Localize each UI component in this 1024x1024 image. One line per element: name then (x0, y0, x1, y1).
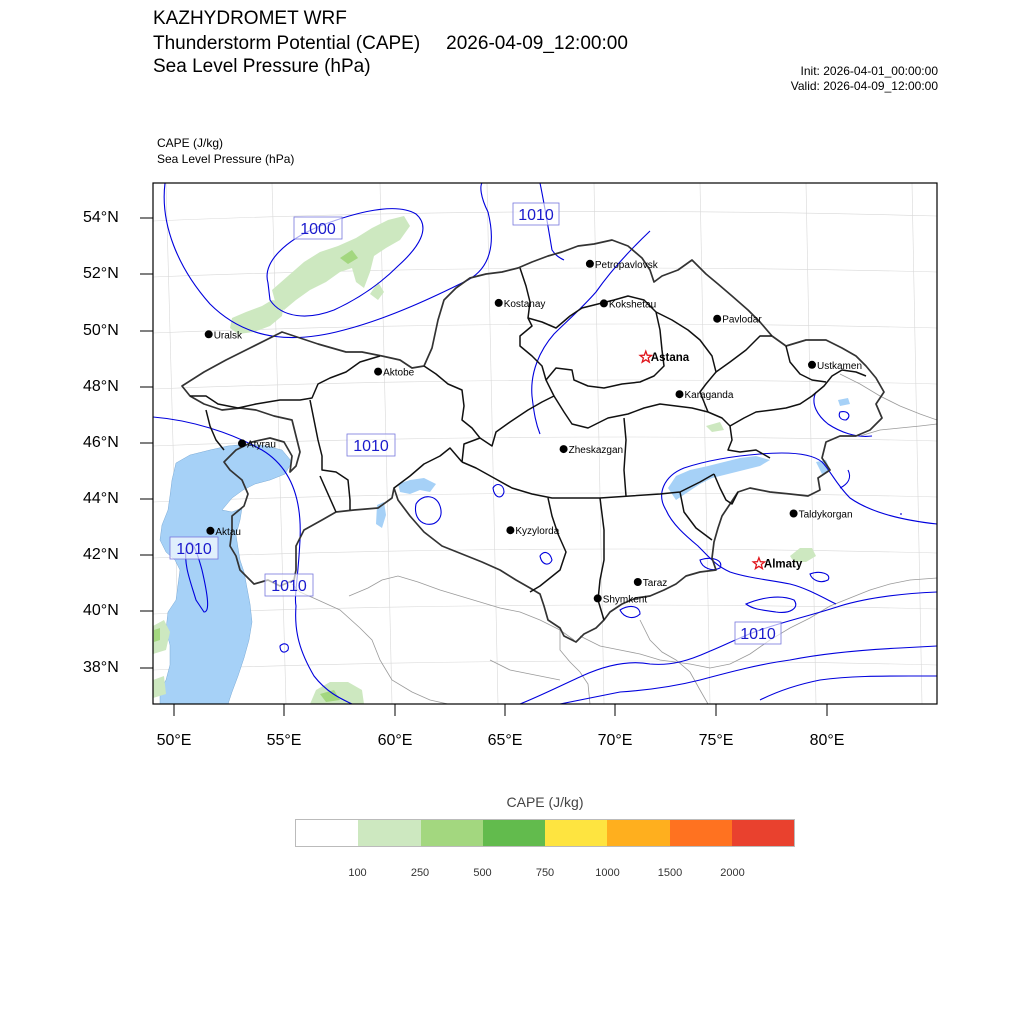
lon-label: 80°E (809, 732, 845, 749)
contour-title: Sea Level Pressure (hPa) (153, 56, 371, 77)
city-pavlodar (713, 315, 762, 326)
lon-label: 55°E (266, 732, 302, 749)
colorbar-cell (483, 820, 545, 846)
capital-star-icon (753, 558, 764, 569)
colorbar-cell (358, 820, 420, 846)
city-dot-icon (238, 439, 246, 447)
lake-zaysan (838, 398, 850, 406)
lon-label: 75°E (698, 732, 734, 749)
city-label: Ustkamen (817, 360, 863, 372)
colorbar-level-label: 2000 (720, 867, 745, 879)
fill-layer-label: CAPE (J/kg) (157, 136, 224, 150)
city-label: Aktobe (383, 367, 415, 379)
svg-text:1010: 1010 (353, 438, 389, 455)
svg-text:1010: 1010 (271, 578, 307, 595)
city-taldykorgan (790, 510, 853, 521)
lat-label: 54°N (83, 209, 119, 226)
lat-label: 46°N (83, 434, 119, 451)
city-dot-icon (495, 299, 503, 307)
city-label: Zheskazgan (568, 445, 624, 457)
city-dot-icon (634, 578, 642, 586)
isobar-label-1010 (265, 574, 313, 596)
city-ustkamen (808, 361, 862, 372)
foreign-borders (292, 374, 937, 704)
svg-text:1000: 1000 (300, 221, 336, 238)
colorbar-level-label: 1000 (595, 867, 620, 879)
city-dot-icon (586, 260, 594, 268)
colorbar-level-label: 250 (410, 867, 430, 879)
city-markers (205, 260, 862, 606)
lon-label: 50°E (156, 732, 192, 749)
city-label: Taldykorgan (798, 509, 853, 521)
lat-label: 52°N (83, 265, 119, 282)
colorbar-level-label: 750 (535, 867, 555, 879)
city-petropavlovsk (586, 260, 659, 271)
init-time: Init: 2026-04-01_00:00:00 (800, 64, 938, 78)
colorbar-cell (296, 820, 358, 846)
city-label: Almaty (763, 558, 803, 571)
city-label: Kyzylorda (515, 526, 560, 538)
city-dot-icon (506, 526, 514, 534)
city-label: Pavlodar (722, 314, 762, 326)
city-almaty (753, 558, 803, 571)
city-label: Atyrau (247, 439, 276, 451)
isobar-label-1010 (170, 537, 218, 559)
colorbar-cell (421, 820, 483, 846)
model-title: KAZHYDROMET WRF (153, 8, 347, 29)
isobar-label-1010 (513, 203, 559, 225)
city-aktobe (374, 368, 415, 379)
city-dot-icon (713, 315, 721, 323)
field-name: Thunderstorm Potential (CAPE) (153, 33, 421, 54)
city-dot-icon (206, 527, 214, 535)
colorbar-cell (670, 820, 732, 846)
lat-label: 38°N (83, 659, 119, 676)
city-kostanay (495, 299, 546, 310)
valid-time: Valid: 2026-04-09_12:00:00 (790, 79, 938, 93)
city-dot-icon (560, 445, 568, 453)
city-dot-icon (600, 299, 608, 307)
city-label: Kokshetau (608, 299, 657, 311)
lat-label: 48°N (83, 378, 119, 395)
city-shymkent (594, 594, 648, 605)
city-dot-icon (594, 594, 602, 602)
lat-label: 40°N (83, 602, 119, 619)
colorbar-level-label: 1500 (657, 867, 683, 879)
city-astana (640, 351, 690, 364)
city-dot-icon (205, 330, 213, 338)
city-label: Astana (650, 352, 690, 365)
city-label: Shymkent (602, 594, 648, 606)
contour-layer-label: Sea Level Pressure (hPa) (157, 152, 295, 166)
svg-text:1010: 1010 (176, 541, 212, 558)
svg-text:1010: 1010 (740, 626, 776, 643)
lat-label: 42°N (83, 546, 119, 563)
colorbar-cell (607, 820, 669, 846)
lat-label: 44°N (83, 490, 119, 507)
lon-label: 60°E (377, 732, 413, 749)
city-label: Aktau (215, 526, 241, 538)
colorbar-title: CAPE (J/kg) (506, 794, 584, 810)
colorbar-level-label: 500 (473, 867, 492, 879)
city-label: Petropavlovsk (594, 259, 658, 271)
field-time: 2026-04-09_12:00:00 (446, 33, 628, 54)
city-dot-icon (676, 390, 684, 398)
city-dot-icon (790, 510, 798, 518)
city-dot-icon (374, 368, 382, 376)
isobar-label-1010 (347, 434, 395, 456)
lat-label: 50°N (83, 322, 119, 339)
colorbar (295, 819, 795, 847)
svg-text:1010: 1010 (518, 207, 554, 224)
city-karaganda (676, 390, 734, 401)
city-dot-icon (808, 361, 816, 369)
city-label: Uralsk (213, 330, 243, 342)
isobar-label-1010 (735, 622, 781, 644)
city-kokshetau (600, 299, 656, 310)
city-label: Taraz (642, 578, 668, 589)
colorbar-level-label: 100 (348, 867, 367, 879)
city-kyzylorda (506, 526, 559, 537)
capital-star-icon (640, 351, 651, 362)
isobar-label-1000 (294, 217, 342, 239)
lon-label: 65°E (487, 732, 523, 749)
city-label: Karaganda (684, 390, 734, 402)
city-taraz (634, 578, 667, 589)
colorbar-cell (545, 820, 607, 846)
colorbar-cell (732, 820, 794, 846)
city-uralsk (205, 330, 243, 341)
lon-label: 70°E (597, 732, 633, 749)
city-zheskazgan (560, 445, 623, 456)
city-label: Kostanay (503, 298, 546, 310)
